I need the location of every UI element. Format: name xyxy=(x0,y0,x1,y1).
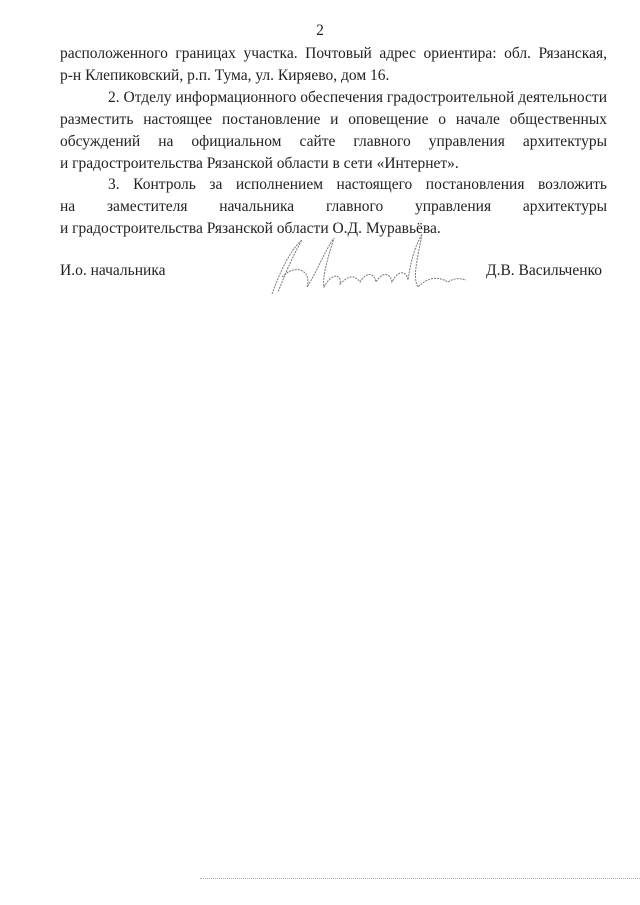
paragraph-3-start: 3. Контроль за исполнением настоящего постановления возложить xyxy=(108,176,607,193)
signatory-name: Д.В. Васильченко xyxy=(486,262,603,279)
text-line: и градостроительства Рязанской области в сети «Интернет». xyxy=(60,155,459,172)
text-line: расположенного границах участка. Почтовый адрес ориентира: обл. Рязанская, xyxy=(60,45,607,62)
text-line: обсуждений на официальном сайте главного управления архитектуры xyxy=(60,133,607,150)
paragraph-2-start: 2. Отделу информационного обеспечения градостроительной деятельности xyxy=(108,89,607,106)
text-line: и градостроительства Рязанской области О.Д. Муравьёва. xyxy=(60,220,441,237)
handwritten-signature xyxy=(262,232,472,302)
text-line: р-н Клепиковский, р.п. Тума, ул. Киряево, дом 16. xyxy=(60,67,390,84)
scan-edge-divider xyxy=(200,878,640,879)
text-line: на заместителя начальника главного управления архитектуры xyxy=(60,198,607,215)
signatory-position: И.о. начальника xyxy=(60,262,166,279)
text-line: разместить настоящее постановление и оповещение о начале общественных xyxy=(60,111,607,128)
page-number: 2 xyxy=(316,22,324,39)
